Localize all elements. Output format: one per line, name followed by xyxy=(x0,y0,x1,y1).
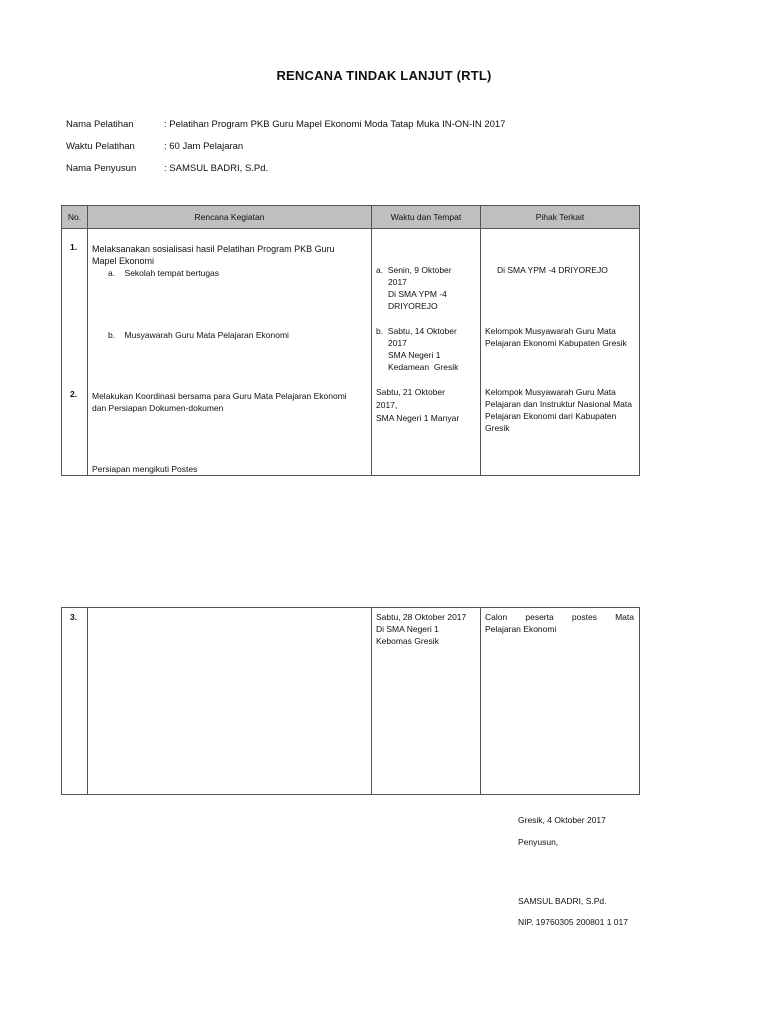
col-header-pihak: Pihak Terkait xyxy=(481,206,640,229)
waktu-line: a. Senin, 9 Oktober xyxy=(376,265,452,275)
col-header-waktu: Waktu dan Tempat xyxy=(372,206,481,229)
waktu-line: b. Sabtu, 14 Oktober xyxy=(376,326,457,336)
waktu-line: Kedamean Gresik xyxy=(388,362,459,372)
waktu-line: 2017 xyxy=(388,277,407,287)
row-number: 3. xyxy=(70,612,78,622)
meta-value: : 60 Jam Pelajaran xyxy=(164,141,244,152)
kegiatan-extra: Persiapan mengikuti Postes xyxy=(92,464,198,474)
pihak-text: Kelompok Musyawarah Guru Mata Pelajaran dan Instruktur Nasional Mata Pelajaran Ekonomi dari Kabupaten Gresik xyxy=(485,387,632,433)
table-row xyxy=(62,608,640,795)
meta-label: Nama Penyusun xyxy=(66,163,137,174)
table-row xyxy=(62,229,640,476)
meta-label: Nama Pelatihan xyxy=(66,119,134,130)
cell-kegiatan xyxy=(88,229,372,476)
waktu-line: Sabtu, 28 Oktober 2017 xyxy=(376,612,467,622)
rtl-table xyxy=(61,205,640,476)
signature-role: Penyusun, xyxy=(518,837,559,847)
meta-value: : Pelatihan Program PKB Guru Mapel Ekonomi Moda Tatap Muka IN-ON-IN 2017 xyxy=(164,119,506,130)
kegiatan-text: Melakukan Koordinasi bersama para Guru Mata Pelajaran Ekonomi dan Persiapan Dokumen-dokumen xyxy=(92,391,347,413)
waktu-line: Kebomas Gresik xyxy=(376,636,439,646)
waktu-line: Sabtu, 21 Oktober xyxy=(376,387,445,397)
meta-label: Waktu Pelatihan xyxy=(66,141,135,152)
kegiatan-sub-a: a. Sekolah tempat bertugas xyxy=(108,268,220,278)
row-number: 1. xyxy=(70,242,78,252)
pihak-text: Di SMA YPM -4 DRIYOREJO xyxy=(497,265,608,275)
cell-pihak xyxy=(481,229,640,476)
cell-pihak xyxy=(481,608,640,795)
cell-no xyxy=(62,229,88,476)
waktu-line: DRIYOREJO xyxy=(388,301,438,311)
pihak-text: Kelompok Musyawarah Guru Mata Pelajaran Ekonomi Kabupaten Gresik xyxy=(485,326,627,348)
cell-waktu xyxy=(372,229,481,476)
cell-kegiatan xyxy=(88,608,372,795)
meta-value: : SAMSUL BADRI, S.Pd. xyxy=(164,163,269,174)
signature-nip: NIP. 19760305 200801 1 017 xyxy=(518,917,628,927)
waktu-line: SMA Negeri 1 Manyar xyxy=(376,413,460,423)
row-number: 2. xyxy=(70,389,78,399)
page-title: RENCANA TINDAK LANJUT (RTL) xyxy=(276,68,492,83)
col-header-no: No. xyxy=(62,206,88,229)
rtl-table-continued xyxy=(61,607,640,795)
kegiatan-text: Melaksanakan sosialisasi hasil Pelatihan Program PKB Guru Mapel Ekonomi xyxy=(92,244,335,266)
waktu-line: 2017, xyxy=(376,400,398,410)
cell-no xyxy=(62,608,88,795)
pihak-text: Calon peserta postes Mata xyxy=(485,612,634,622)
waktu-line: 2017 xyxy=(388,338,407,348)
waktu-line: SMA Negeri 1 xyxy=(388,350,441,360)
signature-name: SAMSUL BADRI, S.Pd. xyxy=(518,896,607,906)
pihak-text: Pelajaran Ekonomi xyxy=(485,624,557,634)
cell-waktu xyxy=(372,608,481,795)
table-header-row xyxy=(62,206,640,229)
signature-place-date: Gresik, 4 Oktober 2017 xyxy=(518,815,606,825)
col-header-kegiatan: Rencana Kegiatan xyxy=(88,206,372,229)
kegiatan-sub-b: b. Musyawarah Guru Mata Pelajaran Ekonomi xyxy=(108,330,289,340)
waktu-line: Di SMA YPM -4 xyxy=(388,289,447,299)
waktu-line: Di SMA Negeri 1 xyxy=(376,624,439,634)
